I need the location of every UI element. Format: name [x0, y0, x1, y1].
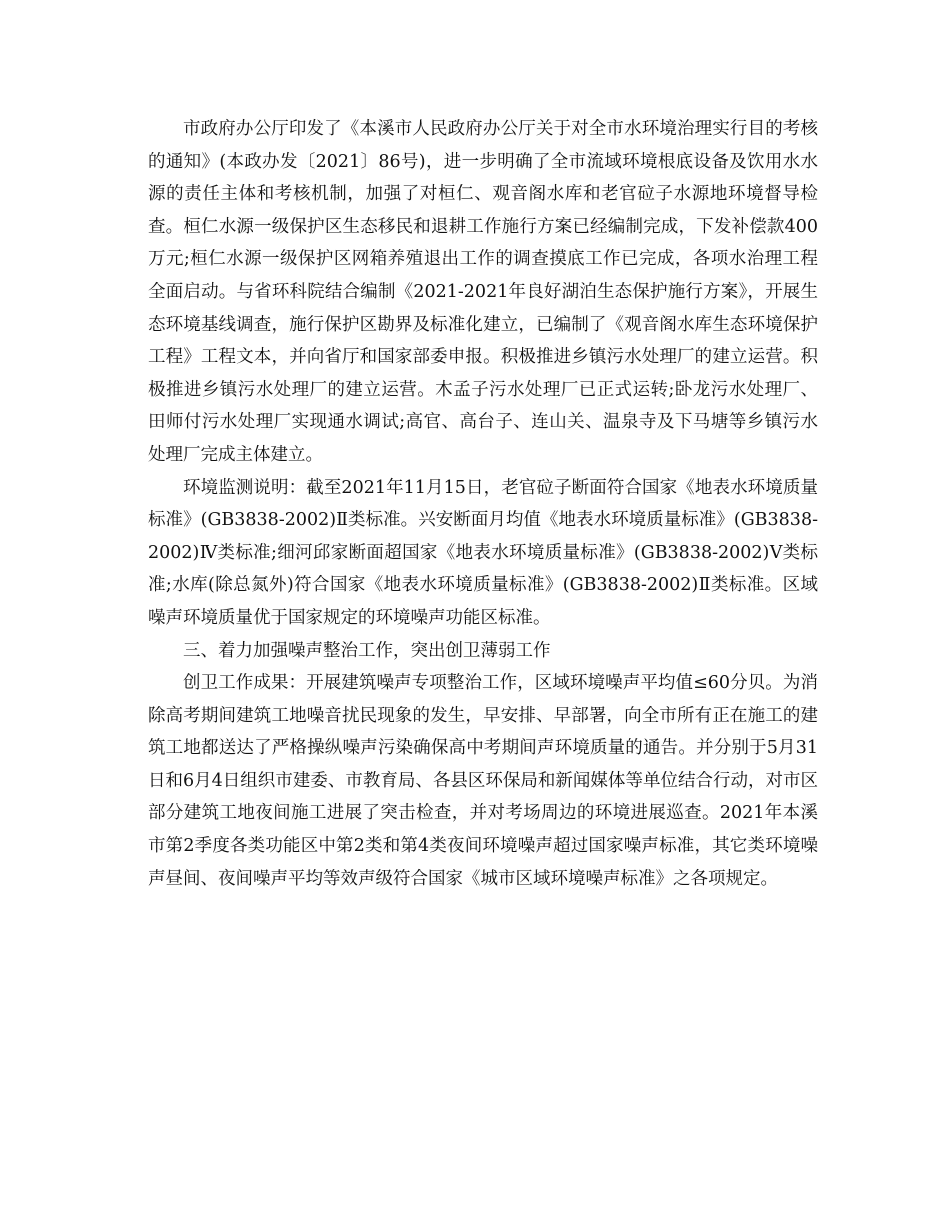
section-heading-noise: 三、着力加强噪声整治工作，突出创卫薄弱工作: [183, 640, 551, 661]
paragraph-sanitation-results: 创卫工作成果：开展建筑噪声专项整治工作，区域环境噪声平均值≤60分贝。为消除高考期间建筑工地噪音扰民现象的发生，早安排、早部署，向全市所有正在施工的建筑工地都送达了严格操纵噪声污染确保高中考期间声环境质量的通告。并分别于5月31日和6月4日组织市建委、市教育局、各县区环保局和新闻媒体等单位结合行动，对市区部分建筑工地夜间施工进展了突击检查，并对考场周边的环境进展巡查。2021年本溪市第2季度各类功能区中第2类和第4类夜间环境噪声超过国家噪声标准，其它类环境噪声昼间、夜间噪声平均等效声级符合国家《城市区域环境噪声标准》之各项规定。: [148, 673, 818, 889]
paragraph-environment-monitoring: 环境监测说明：截至2021年11月15日，老官砬子断面符合国家《地表水环境质量标准》(GB3838-2002)Ⅱ类标准。兴安断面月均值《地表水环境质量标准》(GB3838-2002)Ⅳ类标准;细河邱家断面超国家《地表水环境质量标准》(GB3838-2002)Ⅴ类标准;水库(除总氮外)符合国家《地表水环境质量标准》(GB3838-2002)Ⅱ类标准。区域噪声环境质量优于国家规定的环境噪声功能区标准。: [148, 477, 818, 628]
document-body: [148, 113, 818, 895]
paragraph-water-governance: 市政府办公厅印发了《本溪市人民政府办公厅关于对全市水环境治理实行目的考核的通知》(本政办发〔2021〕86号)，进一步明确了全市流域环境根底设备及饮用水水源的责任主体和考核机制，加强了对桓仁、观音阁水库和老官砬子水源地环境督导检查。桓仁水源一级保护区生态移民和退耕工作施行方案已经编制完成，下发补偿款400万元;桓仁水源一级保护区网箱养殖退出工作的调查摸底工作已完成，各项水治理工程全面启动。与省环科院结合编制《2021-2021年良好湖泊生态保护施行方案》，开展生态环境基线调查，施行保护区勘界及标准化建立，已编制了《观音阁水库生态环境保护工程》工程文本，并向省厅和国家部委申报。积极推进乡镇污水处理厂的建立运营。积极推进乡镇污水处理厂的建立运营。木孟子污水处理厂已正式运转;卧龙污水处理厂、田师付污水处理厂实现通水调试;高官、高台子、连山关、温泉寺及下马塘等乡镇污水处理厂完成主体建立。: [148, 119, 818, 465]
